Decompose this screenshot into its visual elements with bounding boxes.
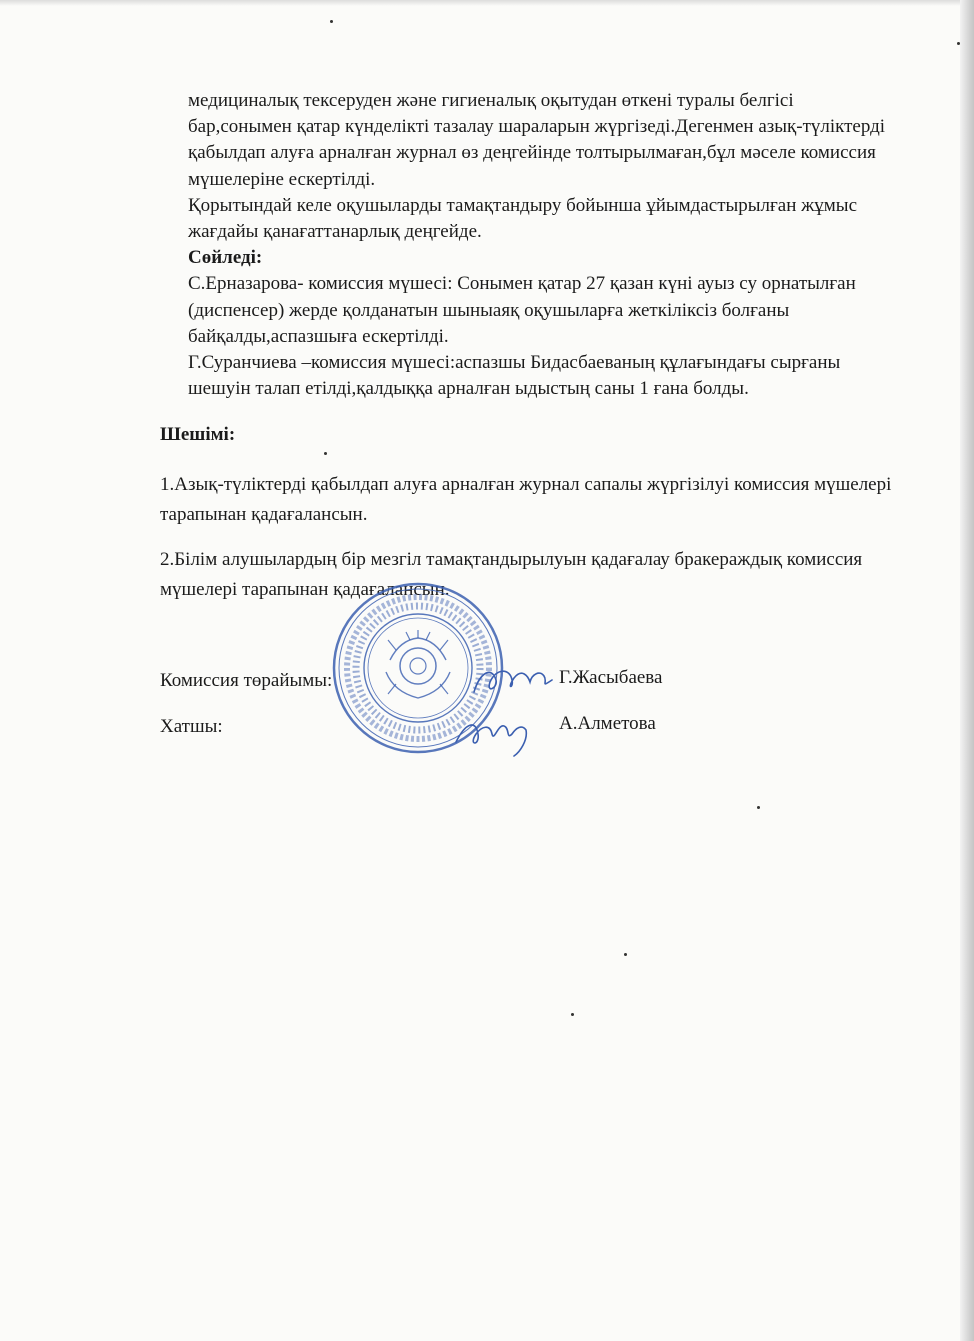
speaker-2: Г.Суранчиева –комиссия мүшесі:аспазшы Бидасбаеваның құлағындағы сырғаны шешуін талап етілді,қалдыққа арналған ыдыстың саны 1 ғана болды. [188,352,841,400]
scan-right-edge [960,0,974,1341]
scan-speck [624,953,627,956]
main-text-block [188,88,888,402]
scan-speck [957,42,960,45]
speaker-1: С.Ерназарова- комиссия мүшесі: Сонымен қатар 27 қазан күні ауыз су орнатылған (диспенсер) жерде қолданатын шыныаяқ оқушыларға жеткіліксіз болғаны байқалды,аспазшыға ескертілді. [188,273,856,347]
chair-name: Г.Жасыбаева [559,667,663,688]
decision-item-1: 1.Азық-түліктерді қабылдап алуға арналған журнал сапалы жүргізілуі комиссия мүшелері тарапынан қадағалансын. [160,474,892,525]
decision-item-2: 2.Білім алушылардың бір мезгіл тамақтандырылуын қадағалау бракераждық комиссия мүшелері тарапынан қадағалансын. [160,549,863,600]
decision-label: Шешімі: [160,424,236,445]
scan-speck [757,806,760,809]
scan-top-shadow [0,0,974,6]
chair-role-label: Комиссия төрайымы: [160,670,333,691]
body-paragraph-2: Қорытындай келе оқушыларды тамақтандыру бойынша ұйымдастырылған жұмыс жағдайы қанағаттанарлық деңгейде. [188,194,857,243]
scan-speck [571,1013,574,1016]
secretary-role-label: Хатшы: [160,716,223,737]
spoke-label: Сөйледі: [188,247,263,269]
scan-speck [324,452,327,455]
secretary-signature [452,712,532,760]
secretary-name: А.Алметова [559,713,656,734]
scan-speck [330,20,333,23]
body-paragraph-1: медициналық тексеруден және гигиеналық оқытудан өткені туралы белгісі бар,сонымен қатар күнделікті тазалау шараларын жүргізеді.Дегенмен азық-түліктерді қабылдап алуға арналған журнал өз деңгейінде толтырылмаған,бұл мәселе комиссия мүшелеріне ескертілді. [188,90,886,190]
chair-signature [470,654,560,704]
